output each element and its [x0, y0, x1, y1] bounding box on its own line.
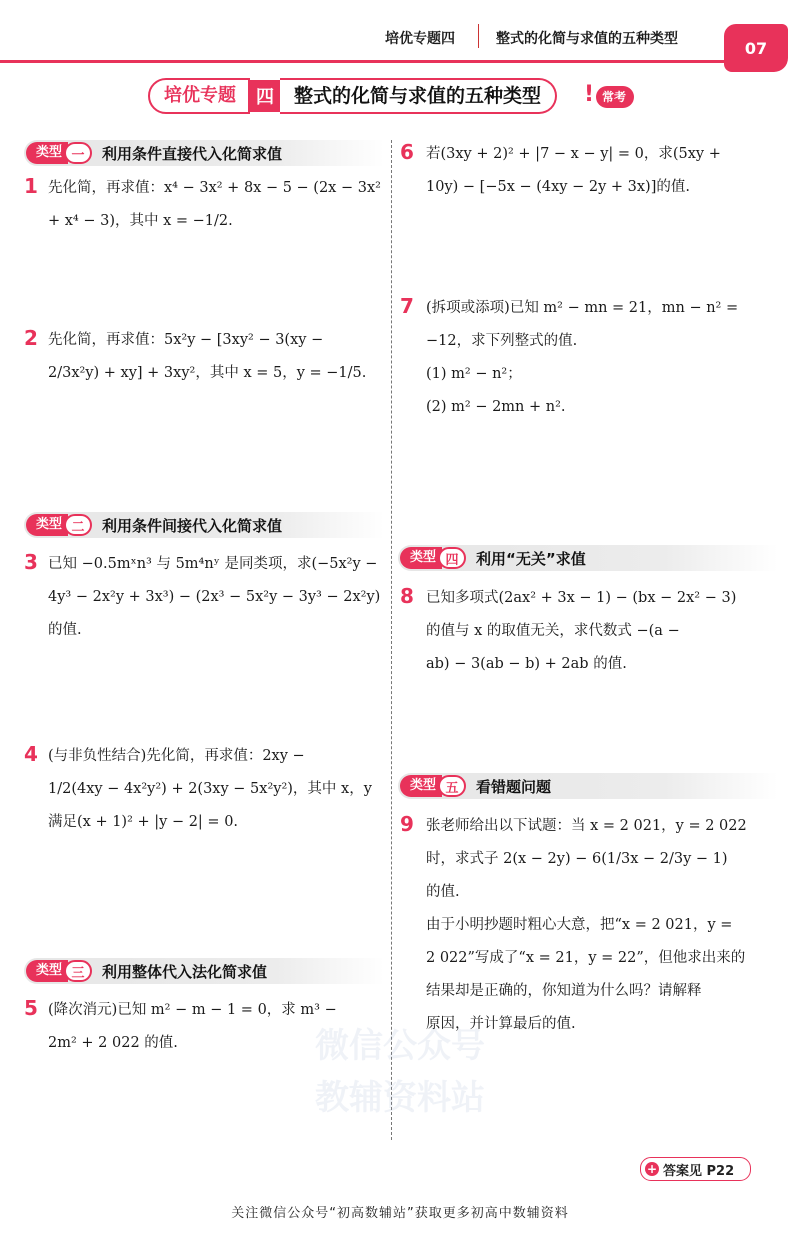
- problem-1: [48, 172, 384, 238]
- problem-number: 9: [400, 812, 414, 836]
- problem-line: 4y³ − 2x²y + 3x³) − (2x³ − 5x²y − 3y³ − 2x²y): [48, 589, 381, 605]
- type-title: 利用条件直接代入化简求值: [102, 144, 283, 163]
- watermark-line: 微信公众号: [315, 1026, 485, 1066]
- problem-line: 2/3x²y) + xy] + 3xy²，其中 x = 5，y = −1/5.: [48, 365, 367, 381]
- problem-8: [426, 582, 776, 681]
- type-header-1: [24, 140, 384, 166]
- title-banner: [148, 76, 588, 116]
- running-header: [0, 14, 800, 58]
- problem-line: 由于小明抄题时粗心大意，把“x = 2 021，y =: [426, 917, 733, 933]
- type-number: 五: [438, 775, 466, 797]
- problem-number: 7: [400, 294, 414, 318]
- answer-reference-label: 答案见 P22: [663, 1163, 735, 1179]
- type-title: 利用“无关”求值: [476, 549, 586, 568]
- header-separator: [478, 24, 479, 48]
- problem-line: 已知多项式(2ax² + 3x − 1) − (bx − 2x² − 3): [426, 590, 737, 606]
- problem-line: 满足(x + 1)² + |y − 2| = 0.: [48, 814, 239, 830]
- problem-number: 2: [24, 326, 38, 350]
- problem-4: [48, 740, 384, 839]
- watermark: [270, 1020, 530, 1124]
- problem-line: 的值.: [48, 622, 82, 638]
- watermark-line: 教辅资料站: [315, 1078, 485, 1118]
- type-header-4: [398, 545, 778, 571]
- type-header-2: [24, 512, 384, 538]
- problem-line: (降次消元)已知 m² − m − 1 = 0，求 m³ −: [48, 1002, 337, 1018]
- type-tag: 类型: [400, 547, 442, 569]
- problem-line: (1) m² − n²；: [426, 366, 522, 382]
- page-number: 07: [724, 24, 788, 72]
- problem-line: + x⁴ − 3)，其中 x = −1/2.: [48, 213, 233, 229]
- problem-line: 结果却是正确的，你知道为什么吗？请解释: [426, 983, 702, 999]
- problem-line: 的值与 x 的取值无关，求代数式 −(a −: [426, 623, 680, 639]
- plus-icon: +: [646, 1162, 658, 1176]
- problem-number: 4: [24, 742, 38, 766]
- problem-line: (2) m² − 2mn + n².: [426, 399, 566, 415]
- header-title: 整式的化简与求值的五种类型: [496, 31, 678, 47]
- problem-line: −12，求下列整式的值.: [426, 333, 578, 349]
- footer-note: 关注微信公众号“初高数辅站”获取更多初高中数辅资料: [231, 1206, 569, 1221]
- problem-line: 先化简，再求值：x⁴ − 3x² + 8x − 5 − (2x − 3x²: [48, 180, 381, 196]
- type-tag: 类型: [26, 142, 68, 164]
- problem-6: [426, 138, 776, 204]
- type-number: 三: [64, 960, 92, 982]
- type-tag: 类型: [26, 514, 68, 536]
- problem-line: 2 022”写成了“x = 21，y = 22”，但他求出来的: [426, 950, 746, 966]
- problem-2: [48, 324, 384, 390]
- type-header-3: [24, 958, 384, 984]
- type-title: 看错题问题: [476, 777, 552, 796]
- problem-line: 张老师给出以下试题：当 x = 2 021，y = 2 022: [426, 818, 747, 834]
- problem-line: 原因，并计算最后的值.: [426, 1016, 576, 1032]
- type-title: 利用整体代入法化简求值: [102, 962, 268, 981]
- type-number: 四: [438, 547, 466, 569]
- answer-reference-link[interactable]: [640, 1157, 751, 1181]
- header-rule: [0, 60, 730, 63]
- frequency-badge: 常考: [596, 86, 634, 108]
- problem-line: 已知 −0.5mˣn³ 与 5m⁴nʸ 是同类项，求(−5x²y −: [48, 556, 378, 572]
- problem-number: 6: [400, 140, 414, 164]
- type-number: 一: [64, 142, 92, 164]
- exclamation-icon: !: [584, 82, 595, 107]
- banner-title: 整式的化简与求值的五种类型: [280, 78, 557, 114]
- type-tag: 类型: [400, 775, 442, 797]
- type-number: 二: [64, 514, 92, 536]
- problem-line: 1/2(4xy − 4x²y²) + 2(3xy − 5x²y²)，其中 x，y: [48, 781, 372, 797]
- problem-line: 2m² + 2 022 的值.: [48, 1035, 178, 1051]
- problem-line: 的值.: [426, 884, 460, 900]
- problem-7: [426, 292, 776, 424]
- banner-label: 培优专题: [148, 78, 250, 114]
- problem-number: 5: [24, 996, 38, 1020]
- type-title: 利用条件间接代入化简求值: [102, 516, 283, 535]
- problem-line: 时，求式子 2(x − 2y) − 6(1/3x − 2/3y − 1): [426, 851, 728, 867]
- type-tag: 类型: [26, 960, 68, 982]
- problem-line: (拆项或添项)已知 m² − mn = 21，mn − n² =: [426, 300, 739, 316]
- problem-3: [48, 548, 384, 647]
- problem-line: (与非负性结合)先化简，再求值：2xy −: [48, 748, 305, 764]
- problem-line: ab) − 3(ab − b) + 2ab 的值.: [426, 656, 627, 672]
- problem-line: 先化简，再求值：5x²y − [3xy² − 3(xy −: [48, 332, 324, 348]
- problem-number: 1: [24, 174, 38, 198]
- problem-line: 10y) − [−5x − (4xy − 2y + 3x)]的值.: [426, 179, 690, 195]
- type-header-5: [398, 773, 778, 799]
- column-divider: [391, 140, 392, 1140]
- problem-number: 3: [24, 550, 38, 574]
- problem-number: 8: [400, 584, 414, 608]
- problem-9: [426, 810, 776, 1041]
- header-section: 培优专题四: [385, 31, 455, 47]
- banner-number: 四: [250, 80, 280, 112]
- problem-line: 若(3xy + 2)² + |7 − x − y| = 0，求(5xy +: [426, 146, 721, 162]
